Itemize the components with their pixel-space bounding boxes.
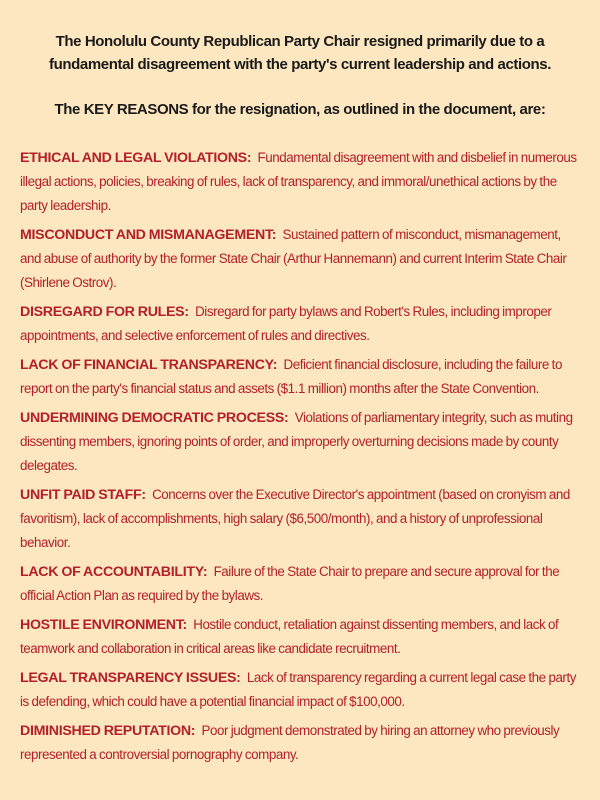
reason-item: [20, 406, 580, 478]
reason-title: ETHICAL AND LEGAL VIOLATIONS:: [20, 150, 252, 166]
reason-title: UNFIT PAID STAFF:: [20, 487, 146, 503]
reason-item: [20, 223, 580, 295]
reason-title: HOSTILE ENVIRONMENT:: [20, 617, 187, 633]
reason-item: [20, 666, 580, 714]
reason-text: Deficient financial disclosure, including the failure to report on the party's financial status and assets ($1.1 million) months after the State Convention.: [20, 357, 562, 396]
reason-title: MISCONDUCT AND MISMANAGEMENT:: [20, 227, 277, 243]
reason-title: LACK OF FINANCIAL TRANSPARENCY:: [20, 357, 278, 373]
reason-item: [20, 146, 580, 218]
reason-text: Violations of parliamentary integrity, such as muting dissenting members, ignoring points of order, and improperly overturning decisions made by county delegates.: [20, 410, 573, 473]
reason-text: Hostile conduct, retaliation against dissenting members, and lack of teamwork and collaboration in critical areas like candidate recruitment.: [20, 617, 559, 656]
reason-text: Sustained pattern of misconduct, mismanagement, and abuse of authority by the former State Chair (Arthur Hannemann) and current Interim State Chair (Shirlene Ostrov).: [20, 227, 567, 290]
key-reasons-heading: The KEY REASONS for the resignation, as outlined in the document, are:: [54, 101, 546, 118]
reason-text: Disregard for party bylaws and Robert's Rules, including improper appointments, and selective enforcement of rules and directives.: [20, 304, 552, 343]
reason-item: [20, 719, 580, 767]
reason-title: LEGAL TRANSPARENCY ISSUES:: [20, 670, 241, 686]
reason-title: DIMINISHED REPUTATION:: [20, 723, 196, 739]
reason-item: [20, 483, 580, 555]
reason-text: Lack of transparency regarding a current legal case the party is defending, which could have a potential financial impact of $100,000.: [20, 670, 576, 709]
intro-paragraph: The Honolulu County Republican Party Chair resigned primarily due to a fundamental disagreement with the party's current leadership and actions.: [49, 33, 551, 73]
reasons-list: [20, 146, 580, 767]
reason-item: [20, 353, 580, 401]
reason-item: [20, 613, 580, 661]
reason-text: Concerns over the Executive Director's appointment (based on cronyism and favoritism), lack of accomplishments, high salary ($6,500/month), and a history of unprofessional behavior.: [20, 487, 570, 550]
reason-title: UNDERMINING DEMOCRATIC PROCESS:: [20, 410, 289, 426]
reason-text: Failure of the State Chair to prepare and secure approval for the official Action Plan as required by the bylaws.: [20, 564, 560, 603]
reason-title: LACK OF ACCOUNTABILITY:: [20, 564, 208, 580]
reason-text: Fundamental disagreement with and disbelief in numerous illegal actions, policies, breaking of rules, lack of transparency, and immoral/unethical actions by the party leadership.: [20, 150, 577, 213]
reason-item: [20, 300, 580, 348]
reason-item: [20, 560, 580, 608]
reason-title: DISREGARD FOR RULES:: [20, 304, 189, 320]
reason-text: Poor judgment demonstrated by hiring an attorney who previously represented a controversial pornography company.: [20, 723, 560, 762]
